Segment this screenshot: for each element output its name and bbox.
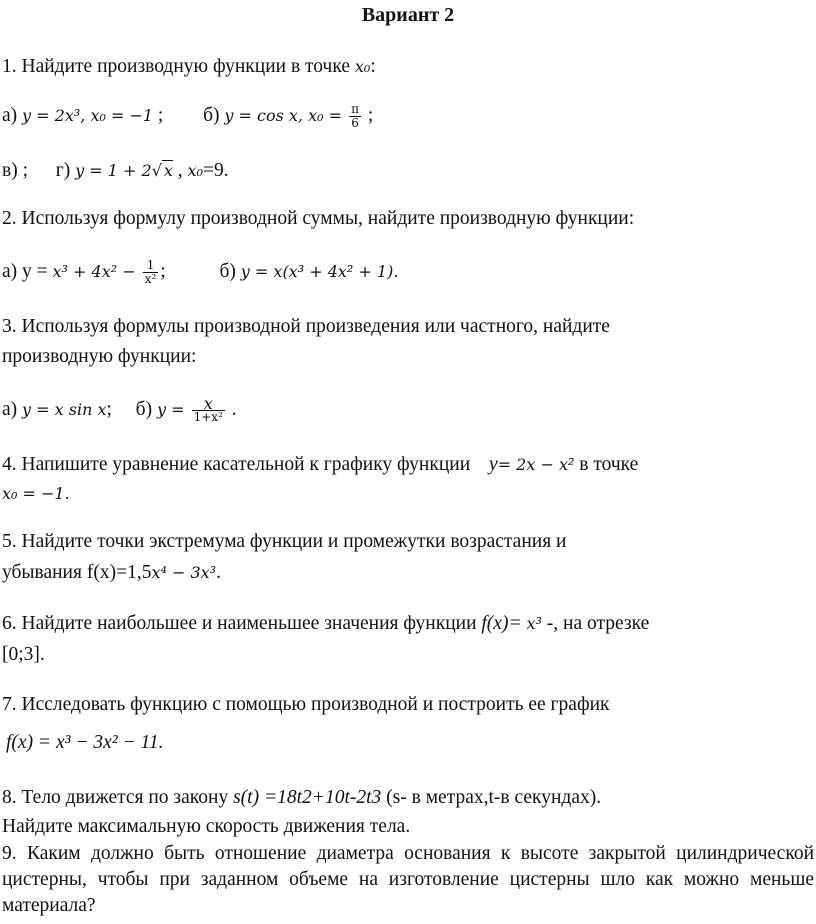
q8-law: s(t) =18t2+10t-2t3 xyxy=(233,787,382,808)
q8-question: Найдите максимальную скорость движения тела. xyxy=(2,816,411,837)
q4-formula: = 2x − x² xyxy=(497,455,575,474)
q2-items: а) y = x³ + 4x² − $\frac{1}{\text{x²}}$ ; б) y = x(x³ + 4x² + 1). xyxy=(2,258,399,286)
q8-prompt: 8. Тело движется по закону s(t) =18t2+10t-2t3 (s- в метрах,t-в секундах). xyxy=(2,787,602,808)
q3-a-formula: y = x sin x xyxy=(22,399,107,419)
q9-prompt: 9. Каким должно быть отношение диаметра основания к высоте закрытой цилиндрической цистерны, чтобы при заданном объеме на изготовление цистерны шло как можно меньше материала? xyxy=(2,843,814,916)
q2-prompt: 2. Используя формулу производной суммы, найдите производную функции: xyxy=(2,208,635,229)
q7-formula: f(x) = x³ − 3x² − 11. xyxy=(6,732,164,753)
q5-prompt-line1: 5. Найдите точки экстремума функции и промежутки возрастания и xyxy=(2,531,567,552)
q4-point: x₀ = −1. xyxy=(2,484,70,503)
q7-prompt: 7. Исследовать функцию с помощью производной и построить ее график xyxy=(2,694,610,715)
q3-b-fraction: $\frac{x}{\text{1+x²}}$ xyxy=(193,394,223,424)
q5-prompt-line2: убывания f(x)=1,5x⁴ − 3x³. xyxy=(2,562,221,583)
q1-a-formula: y = 2x³, x₀ = −1 xyxy=(22,105,154,125)
q6-prompt: 6. Найдите наибольшее и наименьшее значения функции f(x)= x³ -, на отрезке xyxy=(2,613,650,634)
q3-prompt-line1: 3. Используя формулы производной произведения или частного, найдите xyxy=(2,316,610,337)
q5-formula: x⁴ − 3x³ xyxy=(151,563,217,582)
q1-b-formula: y = cos x, x₀ = xyxy=(224,105,348,125)
q1-b-fraction: $\frac{\pi}{6}$ xyxy=(351,102,359,130)
q2-a-fraction: $\frac{1}{\text{x²}}$ xyxy=(144,258,157,286)
q4-prompt: 4. Напишите уравнение касательной к графику функции y= 2x − x² в точке xyxy=(2,454,639,475)
q6-segment: [0;3]. xyxy=(2,644,45,665)
q3-prompt-line2: производную функции: xyxy=(2,346,197,367)
q2-b-formula: y = x(x³ + 4x² + 1). xyxy=(240,261,399,281)
q3-items: а) y = x sin x; б) y = $\frac{x}{\text{1+x²}}$ . xyxy=(2,394,237,424)
q3-b-formula: y = xyxy=(156,399,190,419)
q1-items-ab: а) y = 2x³, x₀ = −1 ; б) y = cos x, x₀ = $\frac{\pi}{6}$ ; xyxy=(2,102,374,130)
q2-a-formula: x³ + 4x² − xyxy=(52,261,141,281)
q1-prompt: 1. Найдите производную функции в точке x₀: xyxy=(2,56,376,77)
page-title: Вариант 2 xyxy=(361,4,455,26)
q6-formula: x³ xyxy=(526,614,542,633)
q1-items-vg: в) ; г) y = 1 + 2√ x , x₀=9. xyxy=(2,160,229,181)
q1-g-formula: y = 1 + 2 xyxy=(75,161,152,180)
